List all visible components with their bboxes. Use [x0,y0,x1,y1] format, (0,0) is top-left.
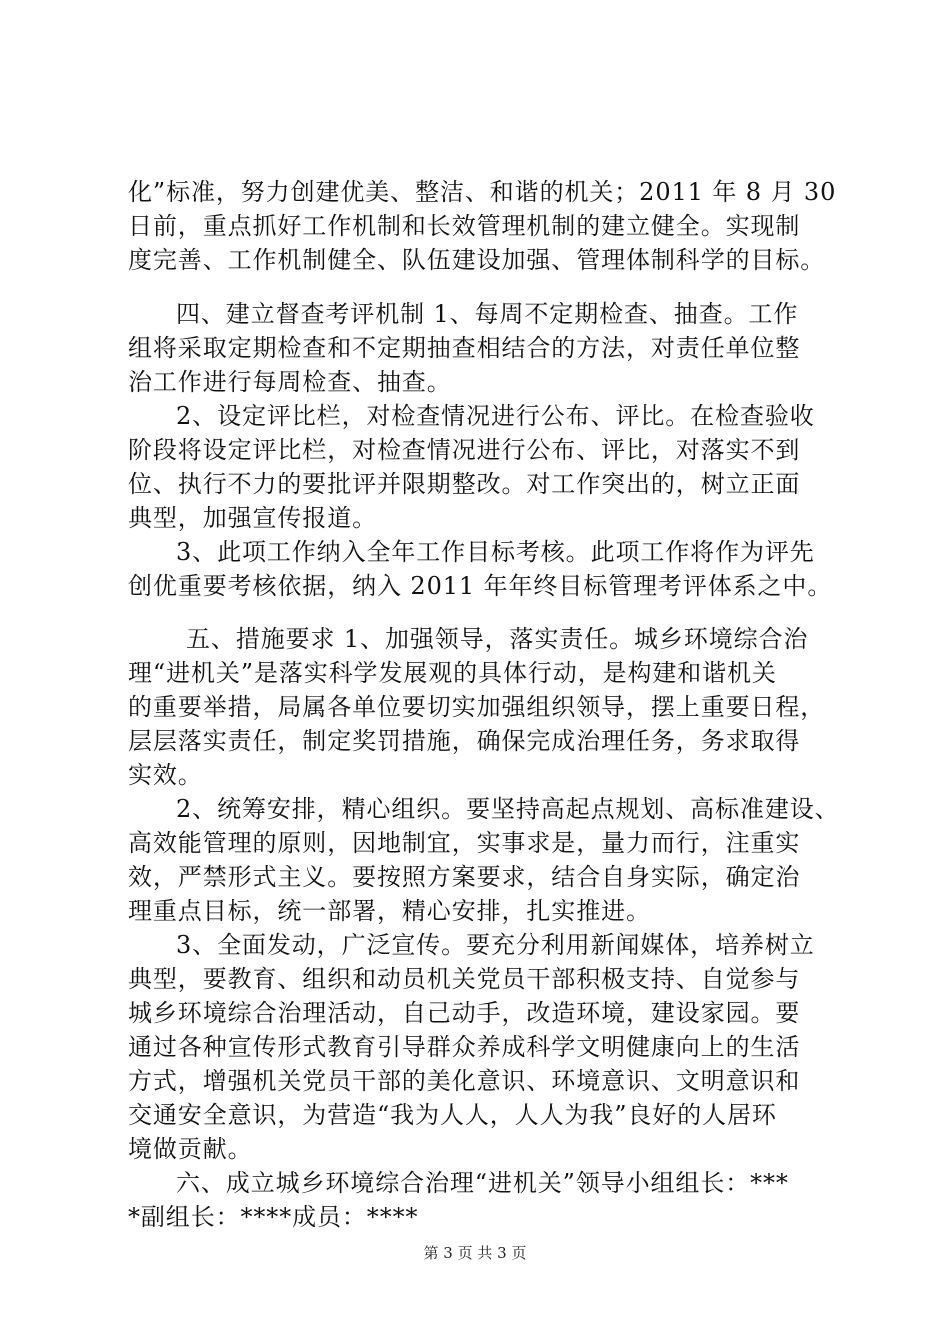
body-line: 典型，要教育、组织和动员机关党员干部积极支持、自觉参与 [128,965,801,993]
body-line: 化”标准，努力创建优美、整洁、和谐的机关；2011 年 8 月 30 [128,178,837,206]
body-line: 实效。 [128,761,203,789]
body-line: 高效能管理的原则，因地制宜，实事求是，量力而行，注重实 [128,829,801,857]
body-line: *副组长：****成员：**** [128,1203,419,1231]
body-line: 境做贡献。 [128,1135,253,1163]
body-line: 方式，增强机关党员干部的美化意识、环境意识、文明意识和 [128,1067,801,1095]
body-line: 度完善、工作机制健全、队伍建设加强、管理体制科学的目标。 [128,246,826,274]
body-line: 理“进机关”是落实科学发展观的具体行动，是构建和谐机关 [128,659,777,687]
page-number-footer: 第 3 页 共 3 页 [423,1244,527,1262]
body-line: 六、成立城乡环境综合治理“进机关”领导小组组长：*** [176,1169,789,1197]
body-line: 通过各种宣传形式教育引导群众养成科学文明健康向上的生活 [128,1033,801,1061]
body-line: 组将采取定期检查和不定期抽查相结合的方法，对责任单位整 [128,334,801,362]
body-line: 3、全面发动，广泛宣传。要充分利用新闻媒体，培养树立 [176,931,815,959]
body-line: 创优重要考核依据，纳入 2011 年年终目标管理考评体系之中。 [128,572,833,600]
body-line: 2、设定评比栏，对检查情况进行公布、评比。在检查验收 [176,402,815,430]
body-line: 交通安全意识，为营造“我为人人，人人为我”良好的人居环 [128,1101,777,1129]
body-line: 效，严禁形式主义。要按照方案要求，结合自身实际，确定治 [128,863,801,891]
body-line: 治工作进行每周检查、抽查。 [128,368,452,396]
body-line: 层层落实责任，制定奖罚措施，确保完成治理任务，务求取得 [128,727,801,755]
body-line: 城乡环境综合治理活动，自己动手，改造环境，建设家园。要 [128,999,801,1027]
body-line: 的重要举措，局属各单位要切实加强组织领导，摆上重要日程， [128,693,826,721]
body-line: 四、建立督查考评机制 1、每周不定期检查、抽查。工作 [176,300,799,328]
body-line: 阶段将设定评比栏，对检查情况进行公布、评比，对落实不到 [128,436,801,464]
body-line: 理重点目标，统一部署，精心安排，扎实推进。 [128,897,651,925]
body-line: 日前，重点抓好工作机制和长效管理机制的建立健全。实现制 [128,212,801,240]
body-line: 典型，加强宣传报道。 [128,504,377,532]
body-line: 位、执行不力的要批评并限期整改。对工作突出的，树立正面 [128,470,801,498]
body-line: 五、措施要求 1、加强领导，落实责任。城乡环境综合治 [186,625,809,653]
body-line: 2、统筹安排，精心组织。要坚持高起点规划、高标准建设、 [176,795,840,823]
body-line: 3、此项工作纳入全年工作目标考核。此项工作将作为评先 [176,538,815,566]
